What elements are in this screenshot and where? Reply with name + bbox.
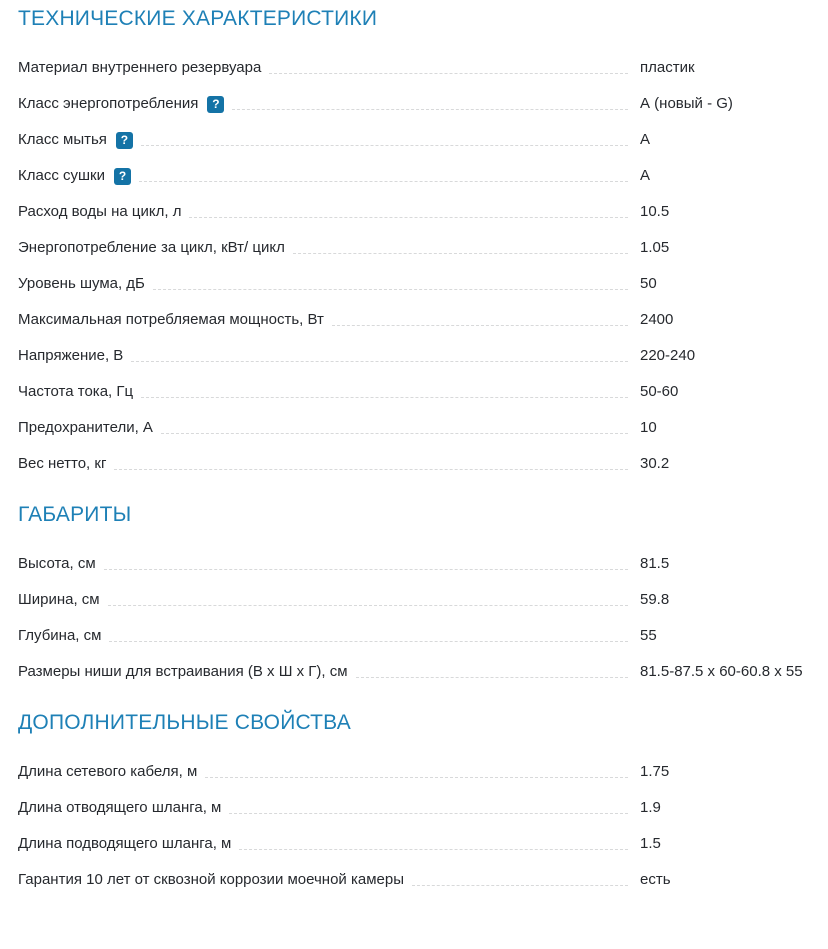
sections-root [18, 6, 828, 889]
dotted-leader [153, 289, 628, 290]
spec-value: 2400 [640, 311, 674, 328]
spec-row [18, 166, 828, 185]
section-rows [18, 554, 828, 681]
spec-row [18, 626, 828, 645]
dotted-leader [332, 325, 628, 326]
dotted-leader [412, 885, 628, 886]
dotted-leader [141, 397, 628, 398]
spec-row [18, 202, 828, 221]
spec-label: Материал внутреннего резервуара [18, 59, 262, 76]
spec-value: 1.5 [640, 835, 661, 852]
spec-value: 30.2 [640, 455, 670, 472]
dotted-leader [141, 145, 628, 146]
spec-label: Длина подводящего шланга, м [18, 835, 232, 852]
spec-label: Глубина, см [18, 627, 102, 644]
spec-row [18, 238, 828, 257]
spec-row [18, 834, 828, 853]
help-icon[interactable]: ? [114, 168, 131, 185]
spec-value: 10.5 [640, 203, 670, 220]
spec-value: 1.9 [640, 799, 661, 816]
dotted-leader [239, 849, 628, 850]
spec-label: Предохранители, А [18, 419, 153, 436]
dotted-leader [293, 253, 628, 254]
spec-label: Частота тока, Гц [18, 383, 134, 400]
spec-label: Гарантия 10 лет от сквозной коррозии моечной камеры [18, 871, 404, 888]
spec-value: 55 [640, 627, 657, 644]
spec-section [18, 502, 828, 681]
spec-label: Класс энергопотребления [18, 95, 199, 112]
spec-value: 10 [640, 419, 657, 436]
spec-value: 1.75 [640, 763, 670, 780]
section-title: ТЕХНИЧЕСКИЕ ХАРАКТЕРИСТИКИ [18, 7, 378, 30]
spec-label: Энергопотребление за цикл, кВт/ цикл [18, 239, 285, 256]
spec-row [18, 274, 828, 293]
spec-value: А [640, 131, 651, 148]
spec-value: пластик [640, 59, 695, 76]
dotted-leader [139, 181, 628, 182]
spec-row [18, 58, 828, 77]
dotted-leader [108, 605, 628, 606]
spec-value: есть [640, 871, 671, 888]
dotted-leader [232, 109, 628, 110]
spec-row [18, 870, 828, 889]
spec-value: 220-240 [640, 347, 696, 364]
dotted-leader [229, 813, 628, 814]
spec-label: Высота, см [18, 555, 96, 572]
spec-row [18, 554, 828, 573]
spec-row [18, 590, 828, 609]
help-icon[interactable]: ? [116, 132, 133, 149]
spec-row [18, 130, 828, 149]
spec-value: А [640, 167, 651, 184]
spec-label: Вес нетто, кг [18, 455, 107, 472]
dotted-leader [189, 217, 628, 218]
dotted-leader [205, 777, 628, 778]
spec-row [18, 454, 828, 473]
spec-row [18, 310, 828, 329]
spec-label: Расход воды на цикл, л [18, 203, 182, 220]
spec-value: 81.5-87.5 x 60-60.8 x 55 [640, 663, 803, 680]
dotted-leader [109, 641, 628, 642]
spec-label: Максимальная потребляемая мощность, Вт [18, 311, 324, 328]
spec-label: Размеры ниши для встраивания (В х Ш х Г), см [18, 663, 348, 680]
spec-label: Длина сетевого кабеля, м [18, 763, 198, 780]
spec-label: Напряжение, В [18, 347, 124, 364]
section-rows [18, 762, 828, 889]
spec-value: 81.5 [640, 555, 670, 572]
help-icon[interactable]: ? [207, 96, 224, 113]
spec-label: Ширина, см [18, 591, 100, 608]
dotted-leader [114, 469, 628, 470]
spec-value: 50-60 [640, 383, 679, 400]
dotted-leader [161, 433, 628, 434]
spec-section [18, 6, 828, 473]
spec-value: 1.05 [640, 239, 670, 256]
section-title: ДОПОЛНИТЕЛЬНЫЕ СВОЙСТВА [18, 711, 351, 734]
section-title: ГАБАРИТЫ [18, 503, 132, 526]
spec-label: Длина отводящего шланга, м [18, 799, 222, 816]
dotted-leader [356, 677, 628, 678]
spec-row [18, 382, 828, 401]
spec-label: Уровень шума, дБ [18, 275, 145, 292]
spec-row [18, 798, 828, 817]
spec-row [18, 94, 828, 113]
spec-value: А (новый - G) [640, 95, 733, 112]
section-rows [18, 58, 828, 473]
spec-row [18, 762, 828, 781]
dotted-leader [104, 569, 628, 570]
spec-section [18, 710, 828, 889]
spec-value: 59.8 [640, 591, 670, 608]
spec-label: Класс мытья [18, 131, 107, 148]
spec-label: Класс сушки [18, 167, 105, 184]
dotted-leader [131, 361, 628, 362]
spec-row [18, 418, 828, 437]
spec-row [18, 662, 828, 681]
spec-value: 50 [640, 275, 657, 292]
dotted-leader [269, 73, 628, 74]
spec-row [18, 346, 828, 365]
